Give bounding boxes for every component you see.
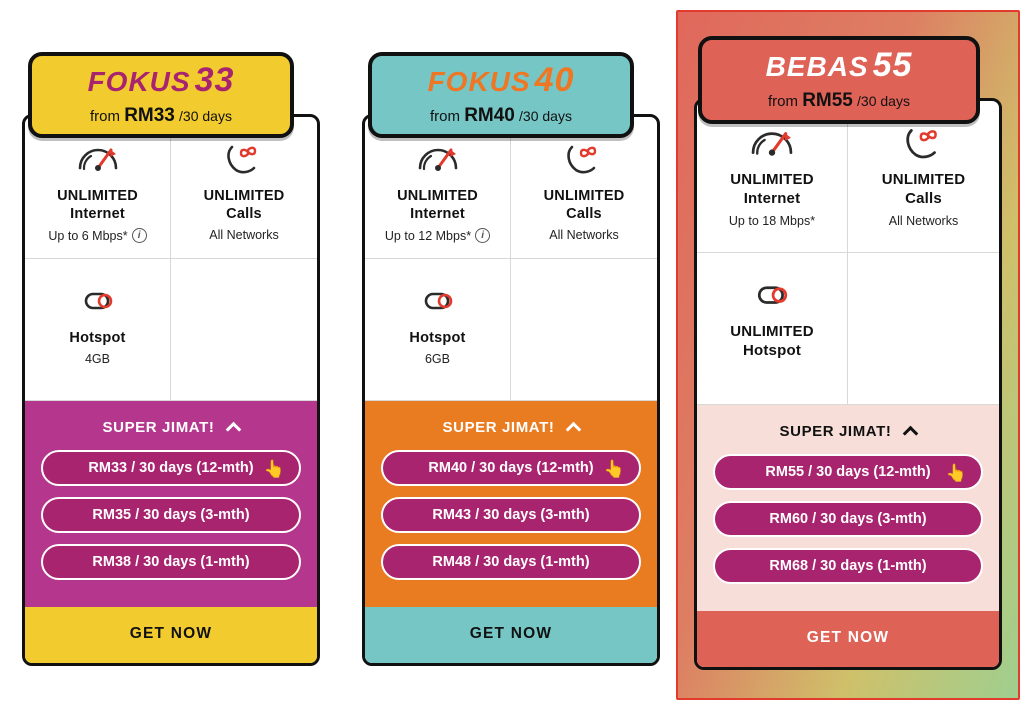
plan-period: /30 days: [519, 108, 572, 124]
from-label: from: [768, 93, 799, 110]
info-icon[interactable]: i: [475, 228, 490, 243]
feature-note: 6GB: [424, 352, 450, 367]
plan-price-line: [430, 105, 572, 127]
feature-hotspot: [365, 259, 511, 401]
plan-card-fokus-40: [362, 26, 660, 666]
hotspot-icon: [31, 277, 164, 321]
plan-title: [428, 63, 575, 97]
plan-body: [694, 98, 1002, 670]
price-option-1mth[interactable]: RM68 / 30 days (1-mth): [713, 548, 983, 584]
price-option-1mth[interactable]: RM48 / 30 days (1-mth): [381, 544, 641, 580]
feature-title: UNLIMITED Internet: [57, 188, 138, 223]
feature-hotspot: [697, 253, 848, 405]
super-jimat-header[interactable]: [713, 417, 983, 454]
plan-period: /30 days: [857, 93, 910, 109]
chevron-up-icon[interactable]: [903, 426, 919, 442]
price-option-1mth[interactable]: RM38 / 30 days (1-mth): [41, 544, 301, 580]
feature-note: All Networks: [209, 228, 279, 243]
feature-title: UNLIMITED Hotspot: [730, 323, 814, 359]
price-option-3mth[interactable]: RM60 / 30 days (3-mth): [713, 501, 983, 537]
super-jimat-section: [697, 405, 999, 611]
get-now-button[interactable]: GET NOW: [469, 625, 553, 642]
plan-price-line: [768, 90, 910, 112]
plan-badge: [698, 36, 980, 124]
get-now-button[interactable]: GET NOW: [806, 629, 890, 646]
plan-number: 33: [194, 61, 235, 99]
feature-empty: [848, 253, 999, 405]
super-jimat-header[interactable]: [381, 413, 641, 450]
feature-title: UNLIMITED Calls: [881, 171, 966, 207]
price-option-12mth[interactable]: RM40 / 30 days (12-mth) 👆: [381, 450, 641, 486]
price-option-3mth[interactable]: RM35 / 30 days (3-mth): [41, 497, 301, 533]
feature-empty: [171, 259, 317, 401]
price-option-12mth[interactable]: RM33 / 30 days (12-mth) 👆: [41, 450, 301, 486]
feature-grid: [25, 117, 317, 401]
plan-title: [88, 63, 235, 97]
hotspot-icon: [703, 271, 841, 315]
feature-title: UNLIMITED Internet: [397, 188, 478, 223]
chevron-up-icon[interactable]: [566, 422, 582, 438]
super-jimat-section: [365, 401, 657, 607]
phone-infinity-icon: [517, 135, 651, 179]
info-icon[interactable]: i: [132, 228, 147, 243]
plan-title: [766, 48, 913, 82]
feature-title: Hotspot: [69, 330, 126, 346]
feature-note: Up to 6 Mbps* i: [31, 228, 164, 243]
feature-title: Hotspot: [409, 330, 466, 346]
speedometer-icon: [703, 119, 841, 163]
get-now-wrap: [25, 607, 317, 663]
cursor-pointer-icon: 👆: [603, 459, 625, 479]
super-jimat-label: SUPER JIMAT!: [102, 419, 215, 436]
from-label: from: [430, 108, 461, 125]
chevron-up-icon[interactable]: [226, 422, 242, 438]
feature-note: Up to 18 Mbps*: [728, 213, 816, 228]
price-option-12mth[interactable]: RM55 / 30 days (12-mth) 👆: [713, 454, 983, 490]
super-jimat-header[interactable]: [41, 413, 301, 450]
plan-card-fokus-33: [22, 26, 320, 666]
feature-grid: [697, 101, 999, 405]
feature-title: UNLIMITED Calls: [203, 188, 285, 223]
plan-name: FOKUS: [87, 66, 191, 97]
plan-price-line: [90, 105, 232, 127]
feature-note: 4GB: [84, 352, 110, 367]
plan-badge: [368, 52, 634, 138]
phone-infinity-icon: [854, 119, 993, 163]
plan-name: BEBAS: [765, 51, 869, 82]
speedometer-icon: [31, 135, 164, 179]
from-label: from: [90, 108, 121, 125]
get-now-wrap: [365, 607, 657, 663]
plan-body: [22, 114, 320, 666]
feature-calls: [171, 117, 317, 259]
feature-title: UNLIMITED Internet: [730, 171, 814, 207]
feature-grid: [365, 117, 657, 401]
feature-note: All Networks: [888, 213, 959, 228]
plan-card-bebas-55: [676, 10, 1024, 670]
super-jimat-label: SUPER JIMAT!: [442, 419, 555, 436]
speedometer-icon: [371, 135, 504, 179]
plan-price: RM55: [802, 90, 853, 111]
price-option-3mth[interactable]: RM43 / 30 days (3-mth): [381, 497, 641, 533]
plan-number: 55: [872, 46, 913, 84]
feature-title: UNLIMITED Calls: [543, 188, 625, 223]
feature-empty: [511, 259, 657, 401]
super-jimat-section: [25, 401, 317, 607]
get-now-button[interactable]: GET NOW: [129, 625, 213, 642]
plan-price: RM33: [124, 105, 175, 126]
plan-name: FOKUS: [427, 66, 531, 97]
plan-body: [362, 114, 660, 666]
phone-infinity-icon: [177, 135, 311, 179]
get-now-wrap: [697, 611, 999, 667]
plan-price: RM40: [464, 105, 515, 126]
hotspot-icon: [371, 277, 504, 321]
feature-calls: [511, 117, 657, 259]
feature-internet: [25, 117, 171, 259]
cursor-pointer-icon: 👆: [945, 463, 967, 483]
feature-note: Up to 12 Mbps* i: [371, 228, 504, 243]
plan-period: /30 days: [179, 108, 232, 124]
super-jimat-label: SUPER JIMAT!: [779, 423, 892, 440]
feature-note: All Networks: [549, 228, 619, 243]
plan-number: 40: [534, 61, 575, 99]
feature-hotspot: [25, 259, 171, 401]
feature-internet: [365, 117, 511, 259]
plan-badge: [28, 52, 294, 138]
cursor-pointer-icon: 👆: [263, 459, 285, 479]
